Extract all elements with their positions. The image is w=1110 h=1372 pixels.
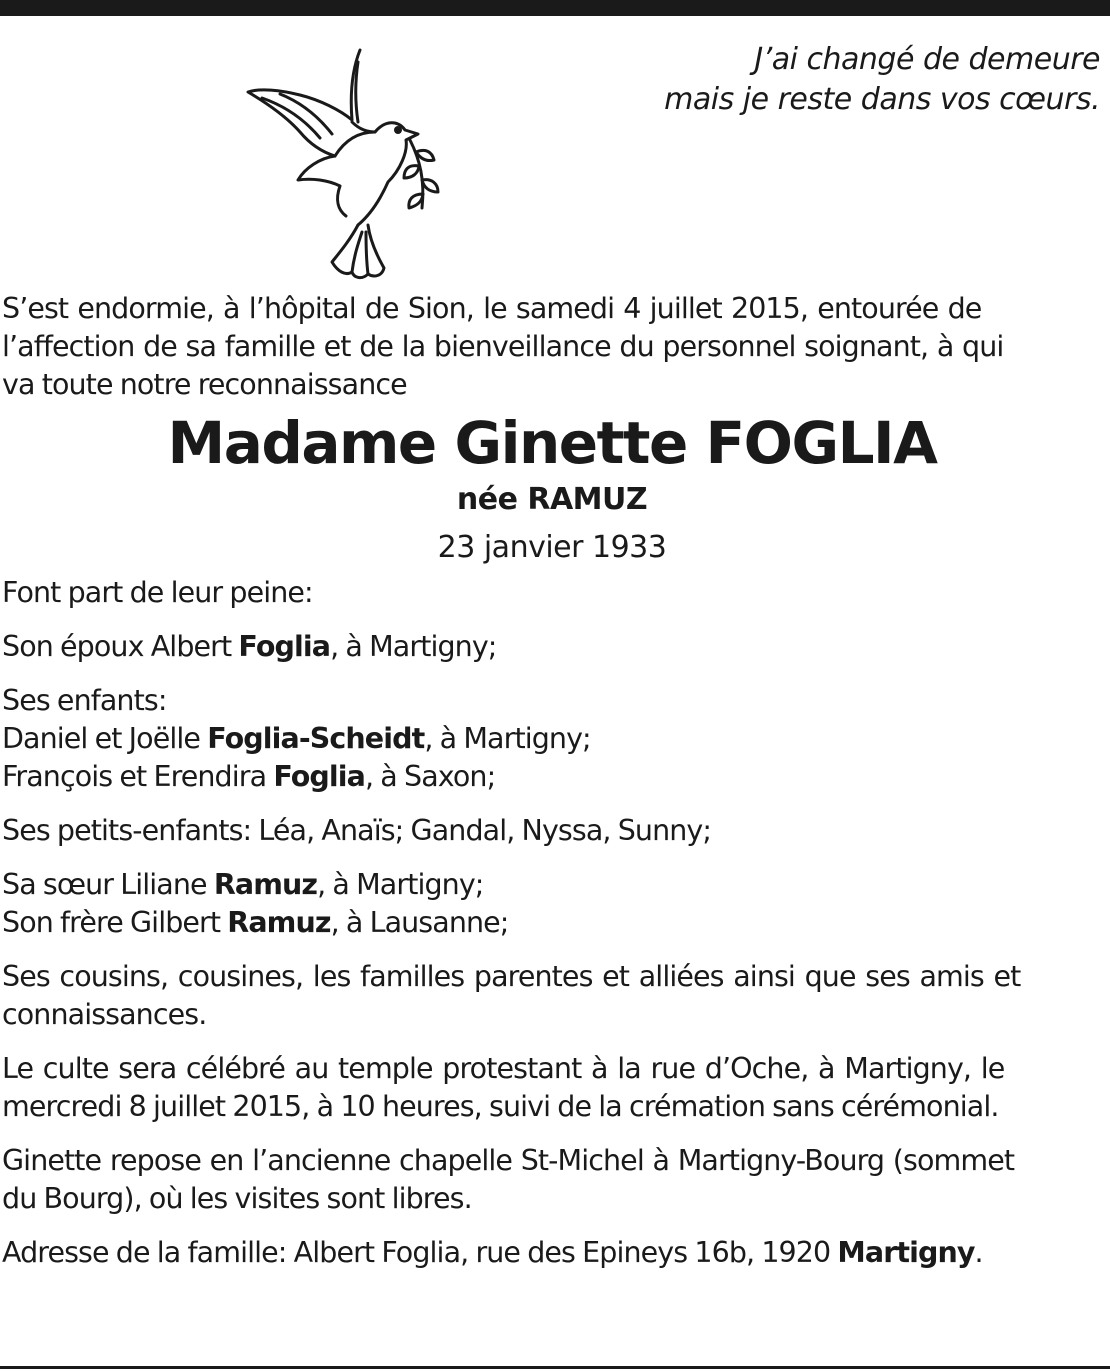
family-address bbox=[2, 1234, 1102, 1272]
quote-line: mais je reste dans vos cœurs. bbox=[664, 82, 1100, 117]
text-span: , à Martigny; bbox=[330, 630, 497, 663]
grandchildren-line: Ses petits-enfants: Léa, Anaïs; Gandal, Nyssa, Sunny; bbox=[2, 814, 712, 847]
family-heading: Font part de leur peine: bbox=[2, 576, 313, 609]
top-rule bbox=[0, 0, 1110, 16]
surname: Foglia bbox=[238, 630, 331, 663]
ceremony-paragraph bbox=[2, 1050, 1102, 1126]
text-span: Adresse de la famille: Albert Foglia, rue des Epineys 16b, 1920 bbox=[2, 1236, 838, 1269]
brother-line bbox=[2, 904, 1102, 942]
text-span: François et Erendira bbox=[2, 760, 274, 793]
ceremony-line: mercredi 8 juillet 2015, à 10 heures, suivi de la crémation sans cérémonial. bbox=[2, 1090, 999, 1123]
surname: Foglia bbox=[273, 760, 365, 793]
intro-paragraph bbox=[2, 290, 1102, 404]
ceremony-line: Le culte sera célébré au temple protestant à la rue d’Oche, à Martigny, le bbox=[2, 1052, 1005, 1085]
rest-line: Ginette repose en l’ancienne chapelle St-Michel à Martigny-Bourg (sommet bbox=[2, 1144, 1015, 1177]
maiden-name: née RAMUZ bbox=[456, 482, 648, 517]
epigraph-quote bbox=[664, 40, 1100, 120]
text-span: , à Martigny; bbox=[317, 868, 484, 901]
intro-line: S’est endormie, à l’hôpital de Sion, le samedi 4 juillet 2015, entourée de bbox=[2, 292, 982, 325]
bottom-rule bbox=[0, 1366, 1110, 1369]
children-heading: Ses enfants: bbox=[2, 684, 167, 717]
intro-line: l’affection de sa famille et de la bienveillance du personnel soignant, à qui bbox=[2, 330, 1004, 363]
relatives-line: Ses cousins, cousines, les familles parentes et alliées ainsi que ses amis et bbox=[2, 960, 1021, 993]
text-span: , à Lausanne; bbox=[330, 906, 509, 939]
surname: Ramuz bbox=[227, 906, 331, 939]
surname: Ramuz bbox=[213, 868, 318, 901]
rest-line: du Bourg), où les visites sont libres. bbox=[2, 1182, 472, 1215]
relatives-line: connaissances. bbox=[2, 998, 207, 1031]
birth-date: 23 janvier 1933 bbox=[437, 530, 667, 565]
child-line bbox=[2, 720, 1102, 758]
text-span: , à Martigny; bbox=[424, 722, 591, 755]
text-span: . bbox=[974, 1236, 983, 1269]
relatives-paragraph bbox=[2, 958, 1102, 1034]
text-span: , à Saxon; bbox=[364, 760, 496, 793]
dove-icon bbox=[240, 40, 450, 280]
obituary-body bbox=[2, 290, 1102, 1272]
surname: Foglia-Scheidt bbox=[207, 722, 425, 755]
text-span: Son frère Gilbert bbox=[2, 906, 228, 939]
text-span: Son époux Albert bbox=[2, 630, 239, 663]
quote-line: J’ai changé de demeure bbox=[754, 42, 1100, 77]
address-city: Martigny bbox=[837, 1236, 975, 1269]
rest-paragraph bbox=[2, 1142, 1102, 1218]
child-line bbox=[2, 758, 1102, 796]
spouse-line bbox=[2, 628, 1102, 666]
intro-line: va toute notre reconnaissance bbox=[2, 368, 407, 401]
text-span: Daniel et Joëlle bbox=[2, 722, 208, 755]
deceased-name: Madame Ginette FOGLIA bbox=[167, 409, 937, 477]
text-span: Sa sœur Liliane bbox=[2, 868, 214, 901]
sister-line bbox=[2, 866, 1102, 904]
